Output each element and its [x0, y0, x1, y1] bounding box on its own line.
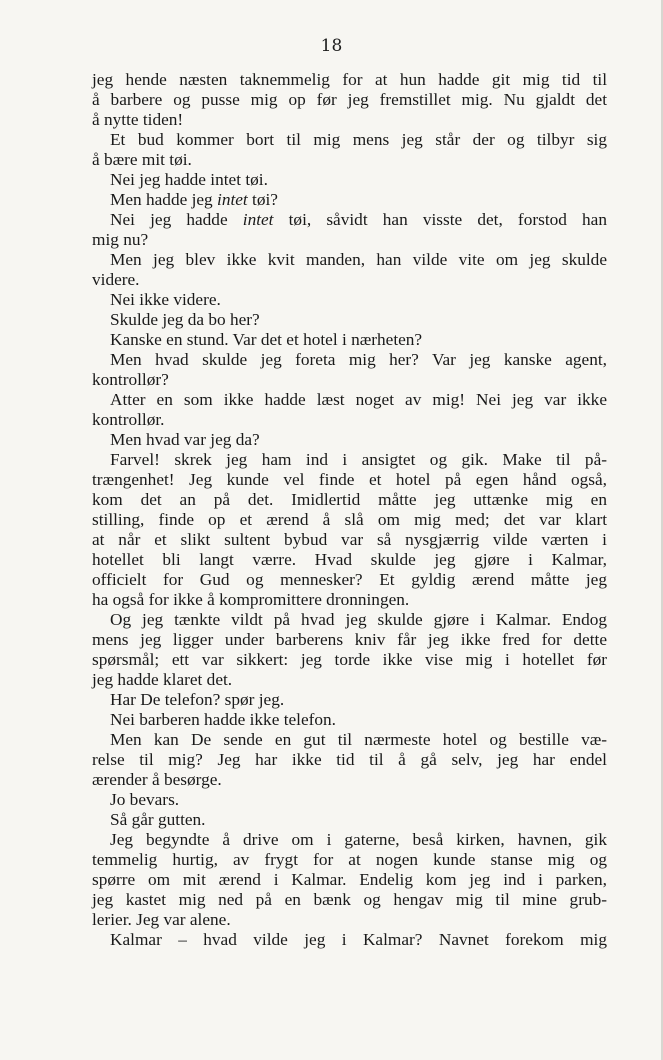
text-line: Kalmar – hvad vilde jeg i Kalmar? Navnet forekom mig: [110, 930, 607, 949]
text-line: Så går gutten.: [110, 810, 206, 829]
text-line: kom det an på det. Imidlertid måtte jeg uttænke mig en: [92, 490, 607, 509]
text-line: Jo bevars.: [110, 790, 180, 809]
text-line: trængenhet! Jeg kunde vel finde et hotel på egen hånd også,: [92, 470, 607, 489]
text-line: Men jeg blev ikke kvit manden, han vilde vite om jeg skulde: [110, 250, 607, 269]
text-line: Nei ikke videre.: [110, 290, 221, 309]
text-line: Nei barberen hadde ikke telefon.: [110, 710, 336, 729]
text-line: at når et slikt sultent bybud var så nysgjærrig vilde værten i: [92, 530, 607, 549]
text-line: Kanske en stund. Var det et hotel i nærheten?: [110, 330, 423, 349]
text-line: officielt for Gud og mennesker? Et gyldig ærend måtte jeg: [92, 570, 607, 589]
text-line: [92, 210, 607, 230]
text-line: mig nu?: [92, 230, 149, 249]
text-segment: Nei jeg hadde: [110, 210, 243, 229]
text-line: Farvel! skrek jeg ham ind i ansigtet og gik. Make til på-: [110, 450, 607, 469]
text-line: relse til mig? Jeg har ikke tid til å gå selv, jeg har endel: [92, 750, 607, 769]
text-line: ha også for ikke å kompromittere dronningen.: [92, 590, 410, 609]
text-line: å bære mit tøi.: [92, 150, 192, 169]
text-line: Et bud kommer bort til mig mens jeg står der og tilbyr sig: [110, 130, 607, 149]
text-line: å nytte tiden!: [92, 110, 184, 129]
text-line: Og jeg tænkte vildt på hvad jeg skulde gjøre i Kalmar. Endog: [110, 610, 607, 629]
text-line: Men hvad var jeg da?: [110, 430, 260, 449]
text-line: kontrollør.: [92, 410, 165, 429]
text-segment: Men hadde jeg: [110, 190, 218, 209]
emphasis-text: intet: [242, 210, 274, 229]
body-text: [92, 70, 607, 950]
page-number: 18: [320, 36, 343, 56]
text-line: lerier. Jeg var alene.: [92, 910, 231, 929]
text-line: stilling, finde op et ærend å slå om mig med; det var klart: [92, 510, 607, 529]
text-line: å barbere og pusse mig op før jeg fremstillet mig. Nu gjaldt det: [92, 90, 607, 109]
text-line: jeg hadde klaret det.: [92, 670, 233, 689]
text-line: Skulde jeg da bo her?: [110, 310, 260, 329]
text-line: spørsmål; ett var sikkert: jeg torde ikke vise mig i hotellet før: [92, 650, 607, 669]
text-segment: tøi?: [247, 190, 278, 209]
text-line: Men hvad skulde jeg foreta mig her? Var jeg kanske agent,: [110, 350, 607, 369]
text-line: temmelig hurtig, av frygt for at nogen kunde stanse mig og: [92, 850, 607, 869]
text-line: kontrollør?: [92, 370, 169, 389]
text-line: ærender å besørge.: [92, 770, 222, 789]
text-line: Jeg begyndte å drive om i gaterne, beså kirken, havnen, gik: [110, 830, 607, 849]
text-line: jeg kastet mig ned på en bænk og hengav mig til mine grub-: [92, 890, 607, 909]
text-line: videre.: [92, 270, 140, 289]
text-line: [92, 190, 607, 210]
text-line: jeg hende næsten taknemmelig for at hun hadde git mig tid til: [92, 70, 607, 89]
text-line: Atter en som ikke hadde læst noget av mig! Nei jeg var ikke: [110, 390, 607, 409]
text-line: spørre om mit ærend i Kalmar. Endelig kom jeg ind i parken,: [92, 870, 607, 889]
text-line: mens jeg ligger under barberens kniv får jeg ikke fred for dette: [92, 630, 607, 649]
text-line: hotellet bli langt værre. Hvad skulde jeg gjøre i Kalmar,: [92, 550, 607, 569]
emphasis-text: intet: [217, 190, 248, 209]
text-line: Men kan De sende en gut til nærmeste hotel og bestille væ-: [110, 730, 607, 749]
text-line: Har De telefon? spør jeg.: [110, 690, 285, 709]
text-line: Nei jeg hadde intet tøi.: [110, 170, 268, 189]
text-segment: tøi, såvidt han visste det, forstod han: [273, 210, 607, 229]
